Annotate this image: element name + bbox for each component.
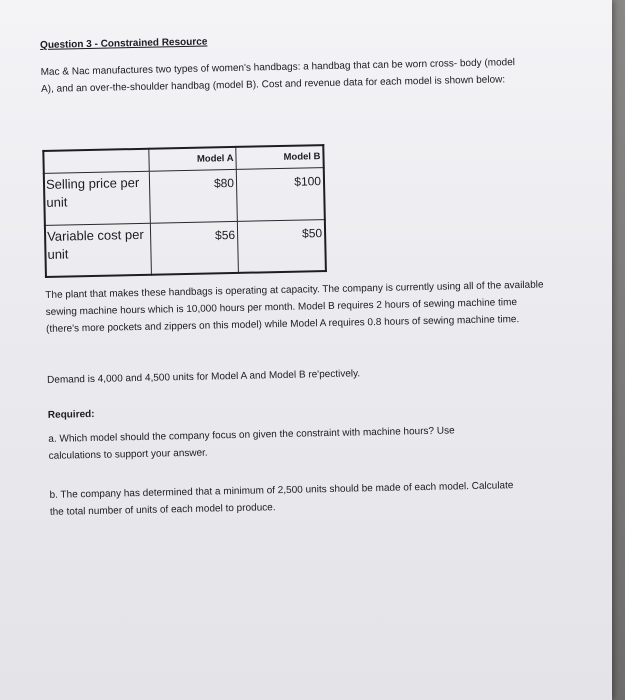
column-header-model-a: Model A (149, 147, 236, 171)
demand-paragraph: Demand is 4,000 and 4,500 units for Model A and Model B re'pectively. (47, 368, 361, 386)
capacity-paragraph: The plant that makes these handbags is operating at capacity. The company is currently using all of the available sewing machine hours which is 10,000 hours per month. Model B requires 2 hours of sewing machine time (there's more pockets and zippers on this model) while Model A requires 0.8 hours of sewing machine time. (45, 279, 544, 335)
part-b-question: b. The company has determined that a minimum of 2,500 units should be made of each model. Calculate the total number of units of each model to produce. (49, 480, 514, 518)
column-header-model-b: Model B (236, 145, 324, 169)
cell-selling-price-b: $100 (236, 167, 325, 221)
cost-revenue-table (42, 144, 327, 278)
cell-selling-price-a: $80 (149, 169, 237, 223)
table-row (45, 219, 326, 277)
table-corner-cell (43, 149, 149, 173)
cell-variable-cost-a: $56 (150, 221, 238, 275)
intro-paragraph: Mac & Nac manufactures two types of women's handbags: a handbag that can be worn cross- body (model A), and an over-the-shoulder handbag (model B). Cost and revenue data for each model is shown below: (40, 57, 516, 95)
row-label-selling-price: Selling price per unit (44, 171, 151, 225)
table-row (44, 167, 325, 225)
cell-variable-cost-b: $50 (237, 219, 326, 273)
row-label-variable-cost: Variable cost per unit (45, 223, 152, 277)
question-heading: Question 3 - Constrained Resource (40, 36, 208, 51)
required-label: Required: (47, 408, 95, 421)
part-a-question: a. Which model should the company focus on given the constraint with machine hours? Use calculations to support your answer. (48, 425, 455, 462)
